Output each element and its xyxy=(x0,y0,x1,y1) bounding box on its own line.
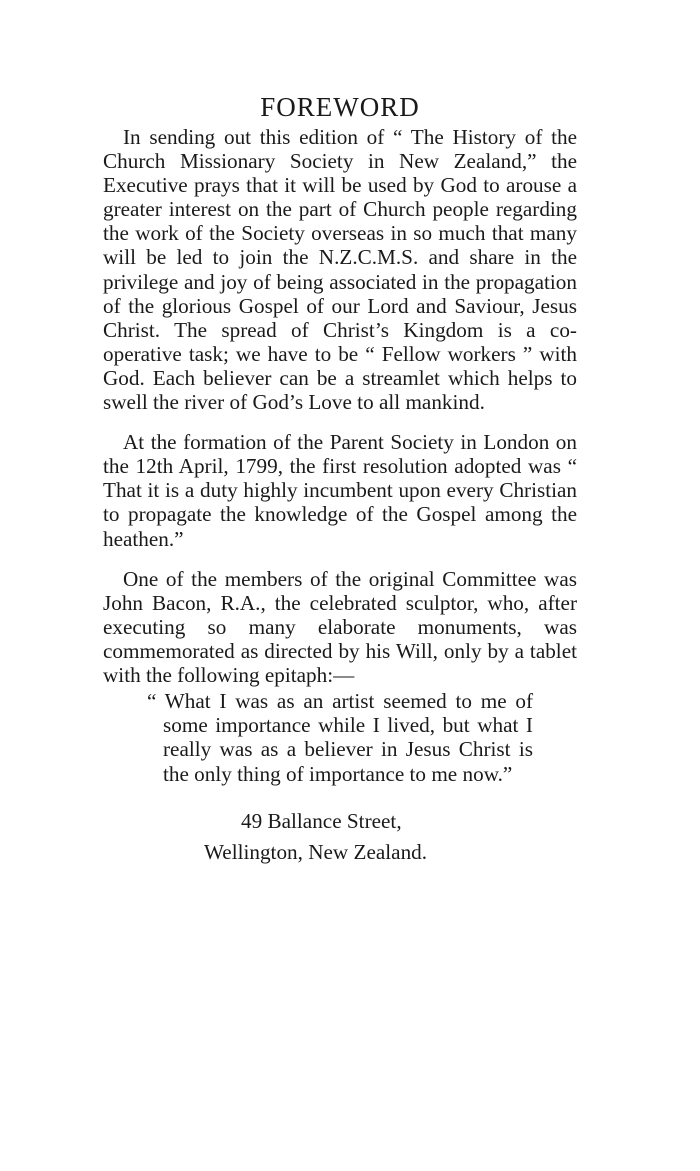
paragraph-intro: In sending out this edition of “ The History of the Church Missionary Society in New Zealand,” the Executive prays that it will be used by God to arouse a greater interest on the part of Church people regarding the work of the Society overseas in so much that many will be led to join the N.Z.C.M.S. and share in the privilege and joy of being associated in the propagation of the glorious Gospel of our Lord and Saviour, Jesus Christ. The spread of Christ’s Kingdom is a co-operative task; we have to be “ Fellow workers ” with God. Each believer can be a streamlet which helps to swell the river of God’s Love to all mankind. xyxy=(103,125,577,415)
address-block xyxy=(103,806,577,868)
address-city: Wellington, New Zealand. xyxy=(204,839,428,864)
paragraph-parent-society: At the formation of the Parent Society in London on the 12th April, 1799, the first resolution adopted was “ That it is a duty highly incumbent upon every Christian to propagate the knowledge of the Gospel among the heathen.” xyxy=(103,430,577,551)
epitaph-quote: “ What I was as an artist seemed to me of some importance while I lived, but what I really was as a believer in Jesus Christ is the only thing of importance to me now.” xyxy=(147,689,533,786)
foreword-page xyxy=(103,92,577,868)
address-street: 49 Ballance Street, xyxy=(241,808,402,833)
page-title: FOREWORD xyxy=(260,92,420,122)
paragraph-john-bacon: One of the members of the original Committee was John Bacon, R.A., the celebrated sculptor, who, after executing so many elaborate monuments, was commemorated as directed by his Will, only by a tablet with the following epitaph:— xyxy=(103,566,577,687)
